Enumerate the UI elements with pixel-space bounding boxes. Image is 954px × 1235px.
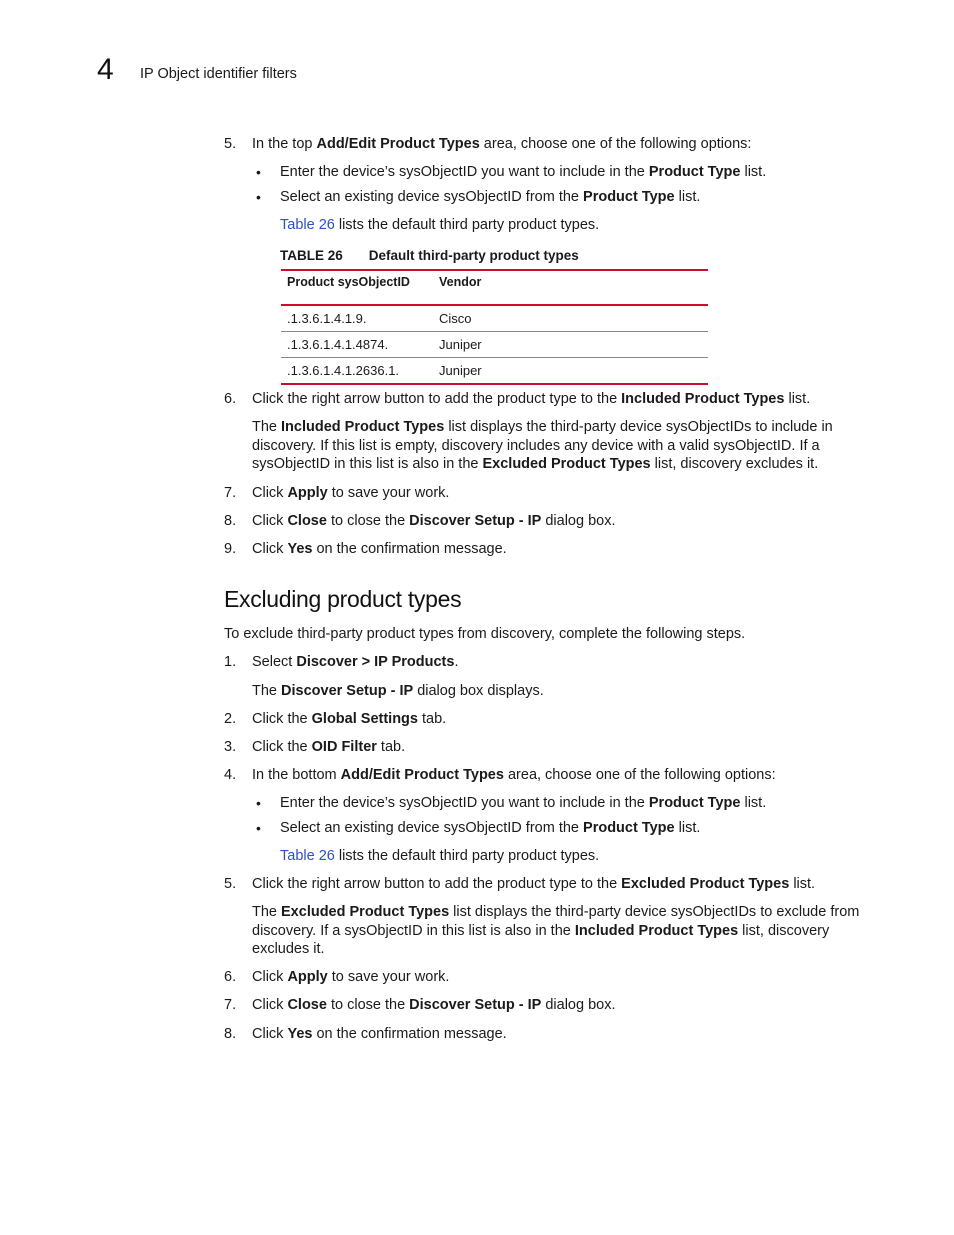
ui-term: Product Type — [583, 820, 675, 836]
text: Enter the device’s sysObjectID you want to include in the — [280, 164, 649, 180]
text: list displays the third-party device sysObjectIDs to include in — [444, 419, 833, 435]
step-number: 1. — [224, 654, 237, 670]
text: on the confirmation message. — [312, 541, 507, 557]
ui-term: Global Settings — [311, 711, 418, 727]
column-header: Product sysObjectID — [281, 270, 433, 305]
step-number: 9. — [224, 541, 237, 557]
text: to close the — [326, 513, 410, 529]
text: to save your work. — [327, 485, 450, 501]
bullet-icon: • — [256, 795, 261, 811]
table-label: TABLE 26 — [280, 248, 343, 263]
text: Click the — [252, 739, 312, 755]
table-title: Default third-party product types — [368, 248, 579, 263]
ui-term: Close — [287, 997, 327, 1013]
text: In the bottom — [252, 767, 341, 783]
step-number: 6. — [224, 391, 237, 407]
table-cell: .1.3.6.1.4.1.9. — [281, 305, 433, 332]
text: dialog box displays. — [413, 683, 544, 699]
text: list. — [784, 391, 811, 407]
table-cell: .1.3.6.1.4.1.2636.1. — [281, 358, 433, 385]
paragraph-line — [252, 418, 833, 436]
step-text — [252, 653, 458, 671]
step-number: 6. — [224, 969, 237, 985]
text: Click — [252, 1026, 288, 1042]
ui-term: Apply — [287, 969, 328, 985]
ui-term: Yes — [287, 1026, 313, 1042]
step-text — [252, 512, 616, 530]
table-row — [281, 358, 708, 385]
step-text — [252, 390, 810, 408]
ui-term: Product Type — [583, 189, 675, 205]
section-intro: To exclude third-party product types from discovery, complete the following steps. — [224, 626, 746, 642]
text: tab. — [417, 711, 447, 727]
ui-term: Excluded Product Types — [482, 456, 651, 472]
text: list. — [674, 820, 701, 836]
step-subtext — [252, 682, 544, 700]
bullet-icon: • — [256, 189, 261, 205]
bullet-text — [280, 163, 766, 181]
ui-term: Product Type — [648, 795, 741, 811]
text: list, discovery excludes it. — [650, 456, 819, 472]
text: dialog box. — [541, 513, 616, 529]
text: list. — [674, 189, 701, 205]
ui-term: Discover Setup - IP — [409, 513, 542, 529]
text: lists the default third party product types. — [334, 217, 600, 233]
ui-term: Discover Setup - IP — [281, 683, 414, 699]
paragraph-line — [252, 922, 829, 940]
paragraph-line — [252, 903, 859, 921]
step-number: 7. — [224, 485, 237, 501]
text: Click the — [252, 711, 312, 727]
step-text — [252, 738, 405, 756]
table-reference — [280, 216, 599, 234]
text: sysObjectID in this list is also in the — [252, 456, 483, 472]
step-text — [252, 710, 446, 728]
text: Click — [252, 513, 288, 529]
section-heading: Excluding product types — [224, 586, 462, 612]
text: list displays the third-party device sysObjectIDs to exclude from — [449, 904, 860, 920]
text: Enter the device’s sysObjectID you want to include in the — [280, 795, 649, 811]
text: The — [252, 419, 282, 435]
text: Select an existing device sysObjectID from the — [280, 189, 584, 205]
ui-term: Yes — [287, 541, 313, 557]
text: list. — [740, 164, 767, 180]
step-number: 7. — [224, 997, 237, 1013]
text: list. — [740, 795, 767, 811]
text: to save your work. — [327, 969, 450, 985]
ui-term: Included Product Types — [574, 923, 739, 939]
ui-term: Add/Edit Product Types — [340, 767, 504, 783]
text: list. — [789, 876, 816, 892]
text: discovery. If a sysObjectID in this list is also in the — [252, 923, 575, 939]
product-types-table — [281, 269, 708, 385]
ui-term: Product Type — [648, 164, 741, 180]
ui-term: Discover > IP Products — [296, 654, 455, 670]
bullet-text — [280, 819, 700, 837]
table-reference — [280, 847, 599, 865]
table-cell: .1.3.6.1.4.1.4874. — [281, 332, 433, 358]
text: Click — [252, 997, 288, 1013]
column-header: Vendor — [433, 270, 708, 305]
ui-term: Close — [287, 513, 327, 529]
step-text — [252, 484, 449, 502]
text: The — [252, 904, 282, 920]
text: Click — [252, 541, 288, 557]
step-number: 5. — [224, 876, 237, 892]
text: area, choose one of the following options: — [479, 136, 752, 152]
text: Select an existing device sysObjectID from the — [280, 820, 584, 836]
chapter-number: 4 — [97, 53, 114, 86]
bullet-text — [280, 188, 700, 206]
paragraph-line: excludes it. — [252, 941, 325, 957]
text: tab. — [376, 739, 406, 755]
ui-term: Discover Setup - IP — [409, 997, 542, 1013]
ui-term: Included Product Types — [621, 391, 785, 407]
text: The — [252, 683, 282, 699]
ui-term: Add/Edit Product Types — [316, 136, 480, 152]
text: . — [454, 654, 459, 670]
bullet-text — [280, 794, 766, 812]
table-row — [281, 305, 708, 332]
ui-term: Excluded Product Types — [621, 876, 790, 892]
step-number: 8. — [224, 1026, 237, 1042]
text: Select — [252, 654, 297, 670]
ui-term: Apply — [287, 485, 328, 501]
table-header-row — [281, 270, 708, 305]
step-text — [252, 1025, 507, 1043]
table-cell: Cisco — [433, 305, 708, 332]
step-number: 8. — [224, 513, 237, 529]
step-text — [252, 875, 815, 893]
text: on the confirmation message. — [312, 1026, 507, 1042]
table-26-link[interactable]: Table 26 — [280, 217, 335, 233]
text: lists the default third party product types. — [334, 848, 600, 864]
step-number: 4. — [224, 767, 237, 783]
text: Click — [252, 485, 288, 501]
text: area, choose one of the following options: — [503, 767, 776, 783]
table-cell: Juniper — [433, 332, 708, 358]
table-cell: Juniper — [433, 358, 708, 385]
table-row — [281, 332, 708, 358]
paragraph-line: discovery. If this list is empty, discovery includes any device with a valid sysObjectID. If a — [252, 438, 820, 454]
table-caption — [280, 247, 579, 265]
step-text — [252, 766, 776, 784]
text: In the top — [252, 136, 317, 152]
bullet-icon: • — [256, 820, 261, 836]
text: dialog box. — [541, 997, 616, 1013]
step-number: 5. — [224, 136, 237, 152]
step-number: 2. — [224, 711, 237, 727]
step-text — [252, 996, 616, 1014]
ui-term: Excluded Product Types — [281, 904, 450, 920]
text: Click the right arrow button to add the product type to the — [252, 391, 622, 407]
step-text — [252, 540, 507, 558]
step-text — [252, 135, 751, 153]
text: Click the right arrow button to add the product type to the — [252, 876, 622, 892]
step-text — [252, 968, 449, 986]
step-number: 3. — [224, 739, 237, 755]
text: list, discovery — [738, 923, 830, 939]
table-26-link[interactable]: Table 26 — [280, 848, 335, 864]
paragraph-line — [252, 455, 818, 473]
text: Click — [252, 969, 288, 985]
ui-term: Included Product Types — [281, 419, 445, 435]
text: to close the — [326, 997, 410, 1013]
running-header-title: IP Object identifier filters — [140, 66, 297, 82]
bullet-icon: • — [256, 164, 261, 180]
ui-term: OID Filter — [311, 739, 377, 755]
